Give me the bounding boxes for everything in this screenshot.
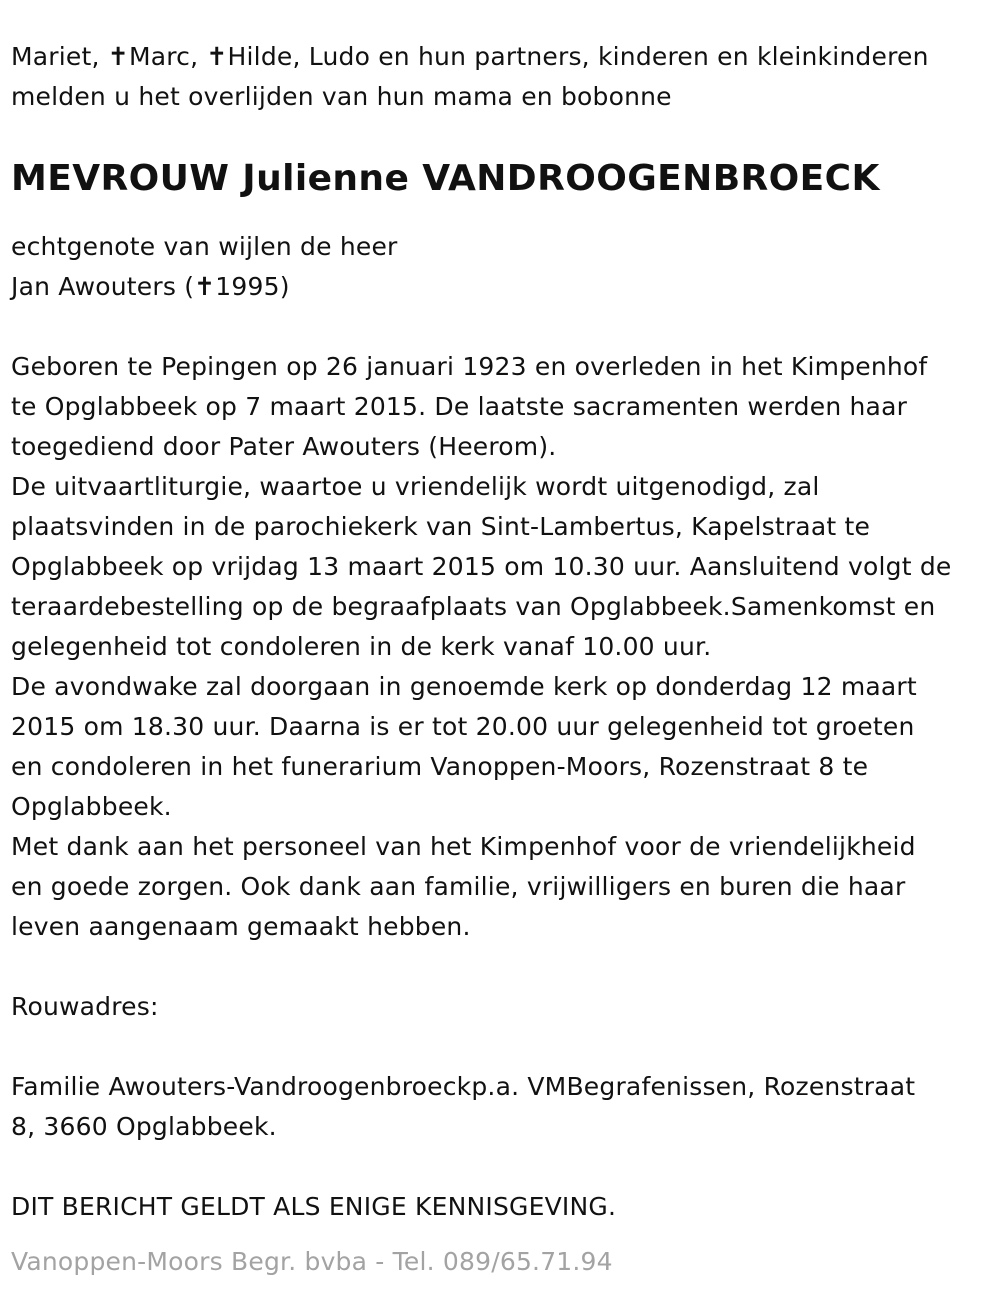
body-line: 2015 om 18.30 uur. Daarna is er tot 20.00 uur gelegenheid tot groeten: [11, 712, 915, 742]
intro-block: [11, 37, 991, 117]
paragraph-wake: [11, 667, 991, 827]
intro-line-1: Mariet, ✝Marc, ✝Hilde, Ludo en hun partners, kinderen en kleinkinderen: [11, 42, 929, 71]
body-line: en goede zorgen. Ook dank aan familie, vrijwilligers en buren die haar: [11, 872, 906, 902]
body-line: te Opglabbeek op 7 maart 2015. De laatste sacramenten werden haar: [11, 392, 908, 422]
paragraph-funeral: [11, 467, 991, 667]
deceased-name: MEVROUW Julienne VANDROOGENBROECK: [11, 158, 880, 199]
intro-line-2: melden u het overlijden van hun mama en bobonne: [11, 82, 672, 111]
notice-text: DIT BERICHT GELDT ALS ENIGE KENNISGEVING.: [11, 1192, 617, 1222]
spouse-line-1: echtgenote van wijlen de heer: [11, 232, 398, 262]
body-line: plaatsvinden in de parochiekerk van Sint-Lambertus, Kapelstraat te: [11, 512, 871, 542]
spouse-line-2: Jan Awouters (✝1995): [11, 272, 290, 302]
address-line-2: 8, 3660 Opglabbeek.: [11, 1112, 277, 1142]
body-line: leven aangenaam gemaakt hebben.: [11, 912, 471, 942]
body-line: en condoleren in het funerarium Vanoppen-Moors, Rozenstraat 8 te: [11, 752, 869, 782]
body-line: teraardebestelling op de begraafplaats van Opglabbeek.Samenkomst en: [11, 592, 936, 622]
paragraph-thanks: [11, 827, 991, 947]
paragraph-birth-death: [11, 347, 991, 467]
body-line: Opglabbeek.: [11, 792, 172, 822]
body-line: gelegenheid tot condoleren in de kerk vanaf 10.00 uur.: [11, 632, 712, 662]
footer-contact: Vanoppen-Moors Begr. bvba - Tel. 089/65.71.94: [11, 1247, 613, 1276]
address-block: [11, 1067, 991, 1147]
spouse-block: [11, 227, 991, 307]
body-line: De uitvaartliturgie, waartoe u vriendelijk wordt uitgenodigd, zal: [11, 472, 820, 502]
address-label: Rouwadres:: [11, 992, 159, 1022]
obituary-notice: [11, 37, 991, 1227]
address-line-1: Familie Awouters-Vandroogenbroeckp.a. VMBegrafenissen, Rozenstraat: [11, 1072, 916, 1102]
body-line: Geboren te Pepingen op 26 januari 1923 en overleden in het Kimpenhof: [11, 352, 928, 382]
body-line: Met dank aan het personeel van het Kimpenhof voor de vriendelijkheid: [11, 832, 916, 862]
body-line: De avondwake zal doorgaan in genoemde kerk op donderdag 12 maart: [11, 672, 917, 702]
body-text: [11, 347, 991, 947]
body-line: toegediend door Pater Awouters (Heerom).: [11, 432, 557, 462]
body-line: Opglabbeek op vrijdag 13 maart 2015 om 10.30 uur. Aansluitend volgt de: [11, 552, 952, 582]
